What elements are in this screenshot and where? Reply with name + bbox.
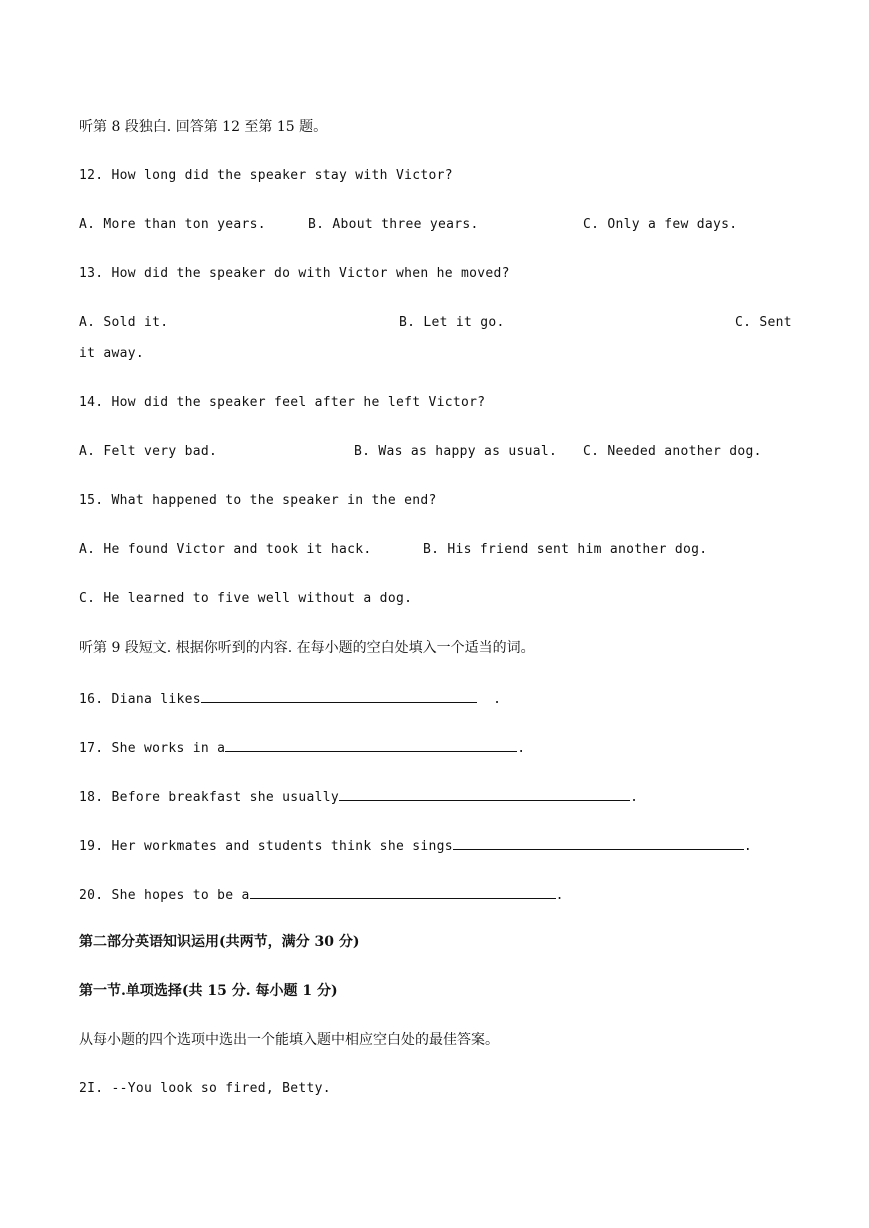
fill-question-17-prompt: 17. She works in a (79, 741, 226, 756)
question-12: 12. How long did the speaker stay with Victor? (79, 168, 453, 183)
fill-question-20-prompt: 20. She hopes to be a (79, 888, 250, 903)
section-intro-8: 听第 8 段独白. 回答第 12 至第 15 题。 (79, 119, 328, 135)
fill-question-18 (79, 786, 638, 807)
section-1-instructions: 从每小题的四个选项中选出一个能填入题中相应空白处的最佳答案。 (79, 1032, 499, 1048)
section-intro-9: 听第 9 段短文. 根据你听到的内容. 在每小题的空白处填入一个适当的词。 (79, 640, 535, 656)
q13-option-b: B. Let it go. (399, 315, 505, 330)
q12-option-b: B. About three years. (308, 217, 479, 232)
q12-option-c: C. Only a few days. (583, 217, 738, 232)
part-2-title: 第二部分英语知识运用(共两节，满分 30 分) (79, 934, 360, 950)
q14-option-b: B. Was as happy as usual. (354, 444, 558, 459)
fill-question-16-prompt: 16. Diana likes (79, 692, 201, 707)
fill-question-16-end: . (476, 692, 502, 707)
q15-option-a: A. He found Victor and took it hack. (79, 542, 372, 557)
q14-option-c: C. Needed another dog. (583, 444, 762, 459)
answer-blank-16[interactable] (201, 688, 477, 703)
fill-question-17 (79, 737, 525, 758)
answer-blank-19[interactable] (453, 835, 744, 850)
fill-question-19-prompt: 19. Her workmates and students think she sings (79, 839, 453, 854)
q12-option-a: A. More than ton years. (79, 217, 266, 232)
fill-question-20-end: . (555, 888, 564, 903)
question-15: 15. What happened to the speaker in the end? (79, 493, 437, 508)
q13-option-c: C. Sent (735, 315, 792, 330)
question-21: 2I. --You look so fired, Betty. (79, 1081, 331, 1096)
fill-question-19 (79, 835, 752, 856)
q14-option-a: A. Felt very bad. (79, 444, 218, 459)
q15-option-b: B. His friend sent him another dog. (423, 542, 708, 557)
q13-option-a: A. Sold it. (79, 315, 169, 330)
q15-option-c: C. He learned to five well without a dog. (79, 591, 413, 606)
question-14: 14. How did the speaker feel after he left Victor? (79, 395, 486, 410)
answer-blank-20[interactable] (250, 884, 556, 899)
q13-option-c-continued: it away. (79, 346, 145, 361)
fill-question-16 (79, 688, 501, 709)
fill-question-18-end: . (630, 790, 639, 805)
answer-blank-18[interactable] (339, 786, 630, 801)
fill-question-18-prompt: 18. Before breakfast she usually (79, 790, 340, 805)
question-13: 13. How did the speaker do with Victor when he moved? (79, 266, 510, 281)
fill-question-19-end: . (743, 839, 752, 854)
section-1-title: 第一节.单项选择(共 15 分. 每小题 1 分) (79, 983, 338, 999)
fill-question-17-end: . (517, 741, 526, 756)
fill-question-20 (79, 884, 564, 905)
answer-blank-17[interactable] (225, 737, 517, 752)
